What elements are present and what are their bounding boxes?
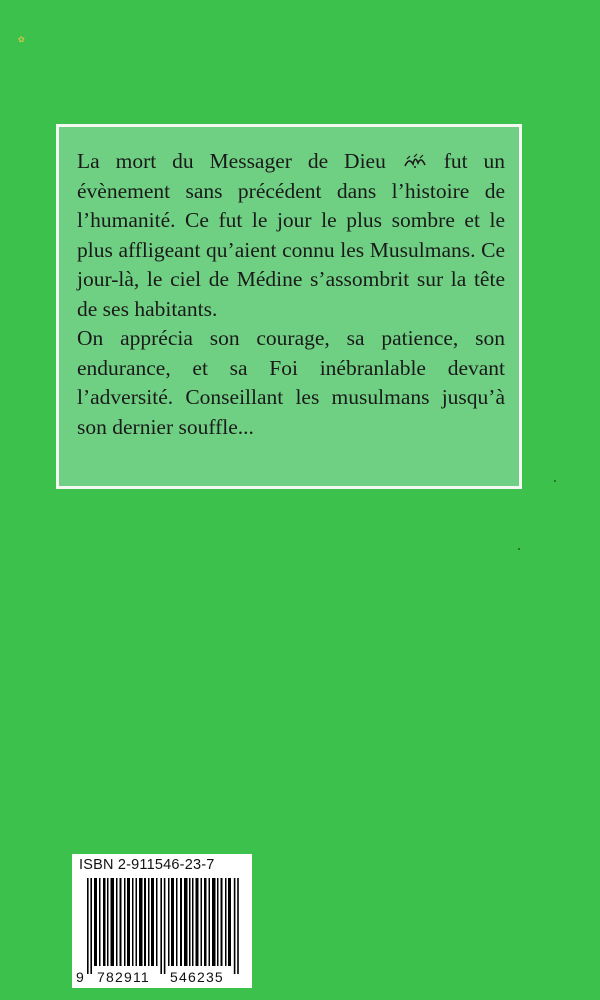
ean-left-digits: 782911 — [97, 969, 150, 985]
blurb-text — [77, 147, 505, 442]
speck-dot — [554, 480, 556, 482]
ean-right-digits: 546235 — [170, 969, 224, 985]
blurb-line-1b: fut un évènement sans précédent dans l’histoire de l’humanité. Ce fut le jour le plus sombre et le plus affligeant qu’aient connu les Musulmans. Ce jour-là, le ciel de Médine s’assombrit sur la tête de ses habitants. — [77, 149, 506, 321]
ean-digits — [77, 969, 249, 987]
decorative-speck: ✿ — [18, 35, 25, 44]
back-cover-blurb-box — [56, 124, 522, 489]
ean-first-digit: 9 — [76, 969, 84, 985]
blurb-paragraph-1 — [77, 147, 505, 324]
isbn-label: ISBN 2-911546-23-7 — [79, 857, 215, 873]
speck-dot — [518, 548, 520, 550]
barcode-icon — [77, 878, 249, 974]
isbn-barcode-box — [72, 854, 252, 988]
salawat-ligature-icon — [404, 153, 426, 169]
blurb-line-1a: La mort du Messager de Dieu — [77, 149, 386, 173]
blurb-paragraph-2: On apprécia son courage, sa patience, son endurance, et sa Foi inébranlable devant l’adversité. Conseillant les musulmans jusqu’à son dernier souffle... — [77, 326, 505, 439]
